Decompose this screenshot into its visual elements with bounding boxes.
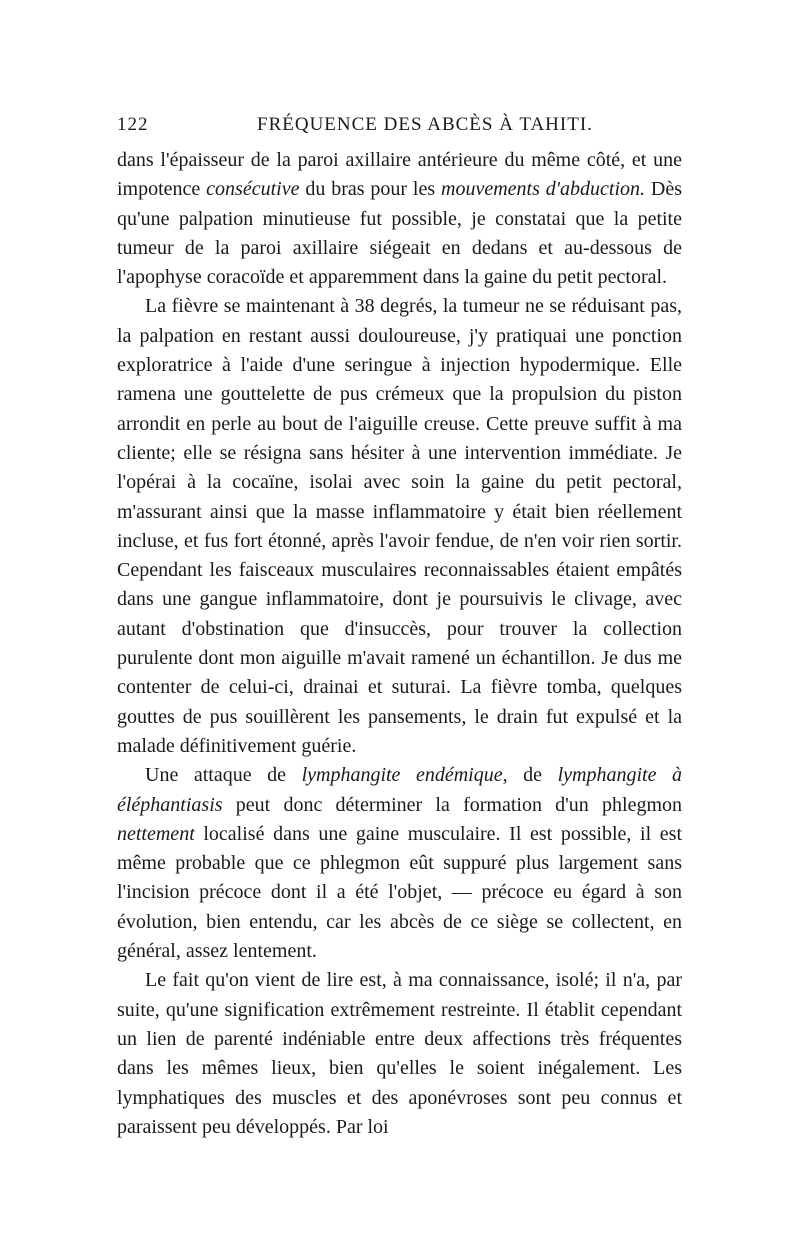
page-number: 122	[117, 114, 149, 135]
paragraph	[117, 146, 682, 292]
italic-run: consécutive	[206, 178, 300, 201]
text-run: Le fait qu'on vient de lire est, à ma connaissance, isolé; il n'a, par suite, qu'une signification extrêmement restreinte. Il établit cependant un lien de parenté indéniable entre deux affections très fréquentes dans les mêmes lieux, bien qu'elles le soient inégalement. Les lymphatiques des muscles et des aponévroses sont peu connus et paraissent peu développés. Par loi	[117, 969, 682, 1138]
text-run: La fièvre se maintenant à 38 degrés, la tumeur ne se réduisant pas, la palpation en restant aussi douloureuse, j'y pratiquai une ponction exploratrice à l'aide d'une seringue à injection hypodermique. Elle ramena une gouttelette de pus crémeux que la propulsion du piston arrondit en perle au bout de l'aiguille creuse. Cette preuve suffit à ma cliente; elle se résigna sans hésiter à une intervention immédiate. Je l'opérai à la cocaïne, isolai avec soin la gaine du petit pectoral, m'assurant ainsi que la masse inflammatoire y était bien réellement incluse, et fus fort étonné, après l'avoir fendue, de n'en voir rien sortir. Cependant les faisceaux musculaires reconnaissables étaient empâtés dans une gangue inflammatoire, dont je poursuivis le clivage, avec autant d'obstination que d'insuccès, pour trouver la collection purulente dont mon aiguille m'avait ramené un échantillon. Je dus me contenter de celui-ci, drainai et suturai. La fièvre tomba, quelques gouttes de pus souillèrent les pansements, le drain fut expulsé et la malade définitivement guérie.	[117, 295, 682, 757]
page-header	[117, 108, 682, 138]
text-run: peut donc déterminer la formation d'un phlegmon	[222, 793, 682, 816]
text-run: Dès qu'une palpation minutieuse fut possible, je constatai que la petite tumeur de la paroi axillaire siégeait en dedans et au-dessous de l'apophyse coracoïde et apparemment dans la gaine du petit pectoral.	[117, 178, 682, 289]
text-run: dans l'épaisseur de la paroi axillaire antérieure du même côté, et une impotence	[117, 149, 682, 201]
italic-run: lymphangite à éléphantiasis	[117, 764, 682, 816]
italic-run: lymphangite endémique	[301, 764, 503, 787]
body-text	[117, 146, 682, 1142]
text-run: localisé dans une gaine musculaire. Il est possible, il est même probable que ce phlegmon eût suppuré plus largement sans l'incision précoce dont il a été l'objet, — précoce eu égard à son évolution, bien entendu, car les abcès de ce siège se collectent, en général, assez lentement.	[117, 822, 682, 963]
paragraph	[117, 292, 682, 761]
text-run: , de	[502, 764, 558, 787]
book-page	[117, 108, 682, 1142]
text-run: du bras pour les	[299, 178, 442, 201]
running-head: FRÉQUENCE DES ABCÈS À TAHITI.	[257, 114, 593, 135]
italic-run: mouvements d'abduction.	[441, 178, 646, 201]
paragraph	[117, 761, 682, 966]
text-run: Une attaque de	[145, 764, 302, 787]
paragraph	[117, 966, 682, 1142]
italic-run: nettement	[117, 822, 195, 845]
